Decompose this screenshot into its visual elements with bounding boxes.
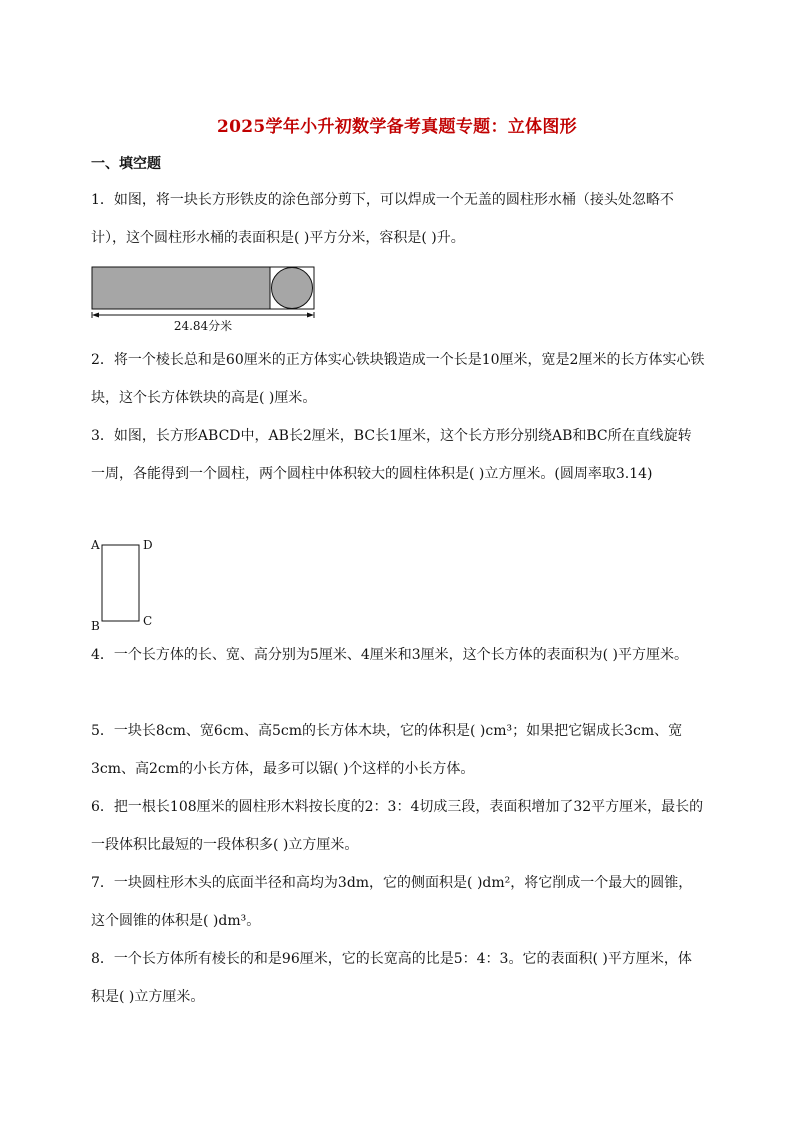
- section-heading: 一、填空题: [91, 156, 161, 172]
- vertex-d-label: D: [143, 538, 153, 552]
- question-1: 1．如图，将一块长方形铁皮的涂色部分剪下，可以焊成一个无盖的圆柱形水桶（接头处忽略不计），这个圆柱形水桶的表面积是( )平方分米，容积是( )升。: [91, 192, 674, 246]
- question-3: 3．如图，长方形ABCD中，AB长2厘米，BC长1厘米，这个长方形分别绕AB和BC所在直线旋转一周，各能得到一个圆柱，两个圆柱中体积较大的圆柱体积是( )立方厘米。(圆周率取3.14): [91, 428, 692, 482]
- figure-3-rectangle-abcd: [88, 536, 158, 634]
- page-title: 2025学年小升初数学备考真题专题：立体图形: [217, 117, 577, 137]
- question-2: 2．将一个棱长总和是60厘米的正方体实心铁块锻造成一个长是10厘米，宽是2厘米的长方体实心铁块，这个长方体铁块的高是( )厘米。: [91, 352, 705, 406]
- question-8: 8．一个长方体所有棱长的和是96厘米，它的长宽高的比是5：4：3。它的表面积( )平方厘米，体积是( )立方厘米。: [91, 951, 692, 1005]
- rectangle-abcd: [102, 545, 139, 621]
- question-6: 6．把一根长108厘米的圆柱形木料按长度的2：3：4切成三段，表面积增加了32平方厘米，最长的一段体积比最短的一段体积多( )立方厘米。: [91, 799, 704, 853]
- dimension-label: 24.84分米: [173, 319, 233, 333]
- vertex-a-label: A: [91, 538, 100, 552]
- shaded-rectangle: [92, 267, 270, 309]
- shaded-circle: [272, 268, 313, 309]
- question-4: 4．一个长方体的长、宽、高分别为5厘米、4厘米和3厘米，这个长方体的表面积为( )平方厘米。: [91, 647, 689, 663]
- question-5: 5．一块长8cm、宽6cm、高5cm的长方体木块，它的体积是( )cm³；如果把它锯成长3cm、宽3cm、高2cm的小长方体，最多可以锯( )个这样的小长方体。: [91, 723, 683, 777]
- question-7: 7．一块圆柱形木头的底面半径和高均为3dm，它的侧面积是( )dm²，将它削成一个最大的圆锥，这个圆锥的体积是( )dm³。: [91, 875, 693, 929]
- vertex-b-label: B: [91, 619, 100, 633]
- figure-1-sheet-diagram: [88, 262, 320, 334]
- vertex-c-label: C: [143, 614, 153, 628]
